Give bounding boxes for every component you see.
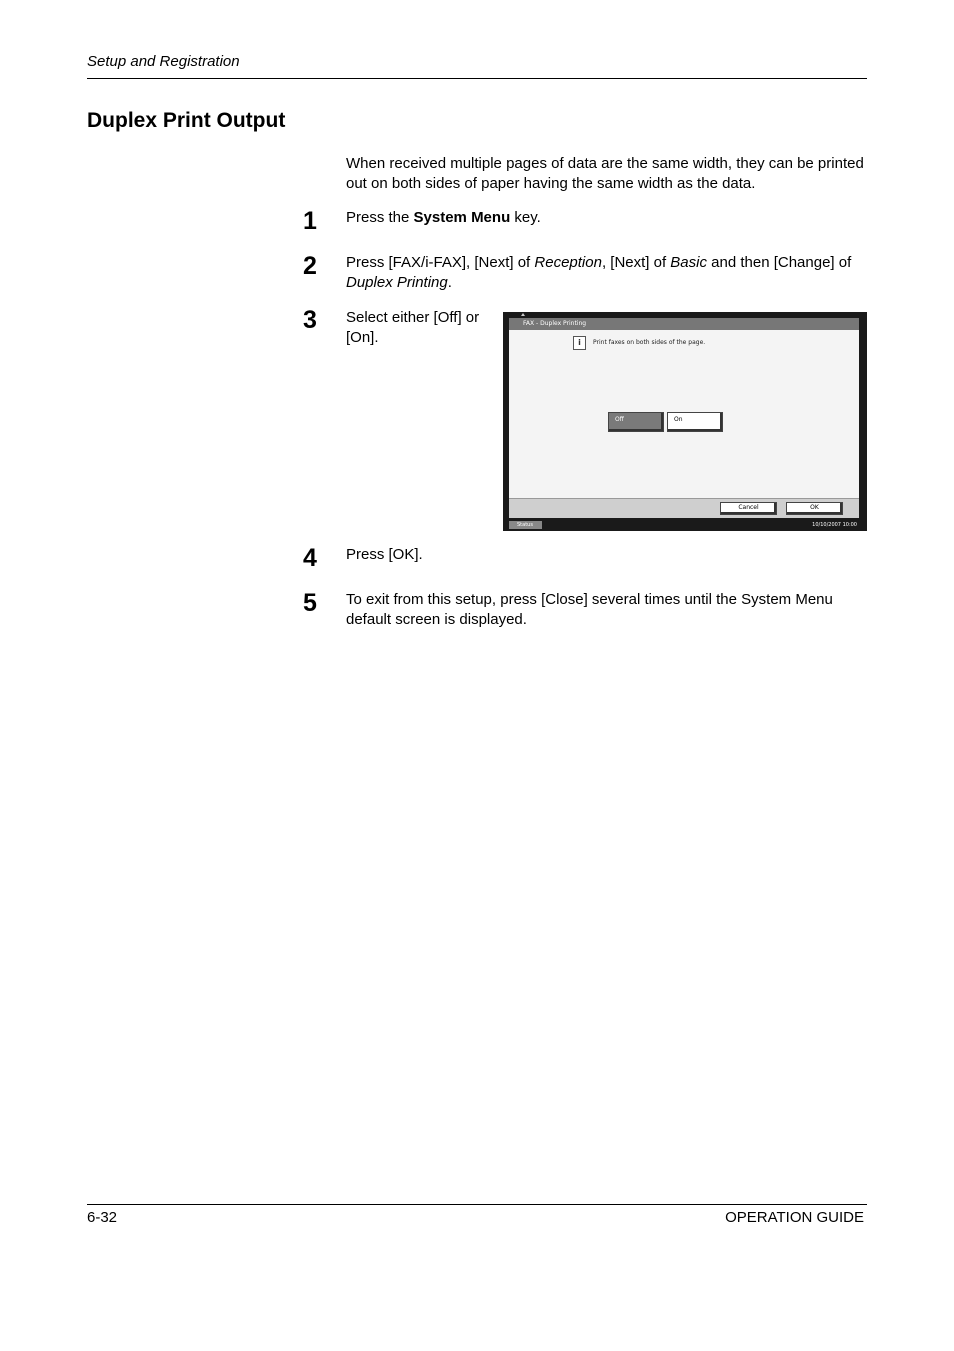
- step-text-4: Press [OK].: [346, 546, 423, 563]
- screen-body: [509, 330, 859, 498]
- guide-name: OPERATION GUIDE: [725, 1209, 864, 1226]
- screen-title: FAX - Duplex Printing: [509, 318, 859, 330]
- device-screen: [503, 312, 867, 531]
- tab-marker: [521, 313, 525, 316]
- step-number-4: 4: [303, 544, 317, 572]
- cancel-button[interactable]: Cancel: [720, 502, 777, 515]
- step-text-2: [346, 253, 866, 293]
- step1-post: key.: [510, 209, 541, 226]
- running-header: Setup and Registration: [87, 53, 240, 70]
- system-menu-key: System Menu: [413, 209, 511, 226]
- footer-divider: [87, 1204, 867, 1205]
- header-divider: [87, 78, 867, 79]
- step2-basic: Basic: [670, 254, 707, 271]
- step-number-2: 2: [303, 252, 317, 280]
- step2-reception: Reception: [534, 254, 602, 271]
- status-bar: [509, 521, 859, 529]
- step-number-5: 5: [303, 589, 317, 617]
- step2-duplex-printing: Duplex Printing: [346, 274, 448, 291]
- step1-pre: Press the: [346, 209, 414, 226]
- off-button[interactable]: Off: [608, 412, 664, 432]
- step2-p1: Press [FAX/i-FAX], [Next] of: [346, 254, 535, 271]
- step-text-3: Select either [Off] or [On].: [346, 309, 480, 346]
- step2-p3: and then [Change] of: [706, 254, 852, 271]
- ok-button[interactable]: OK: [786, 502, 843, 515]
- intro-paragraph: When received multiple pages of data are the same width, they can be printed out on both sides of paper having the same width as the data.: [346, 155, 864, 192]
- step-text-1: [346, 208, 541, 228]
- step-number-3: 3: [303, 306, 317, 334]
- status-button[interactable]: Status: [509, 521, 542, 529]
- step2-p2: , [Next] of: [601, 254, 671, 271]
- step-text-5: To exit from this setup, press [Close] several times until the System Menu default screen is displayed.: [346, 591, 833, 628]
- info-icon: i: [573, 336, 586, 350]
- section-title: Duplex Print Output: [87, 109, 286, 132]
- step2-p4: .: [447, 274, 452, 291]
- status-datetime: 10/10/2007 10:00: [812, 522, 857, 528]
- page-number: 6-32: [87, 1209, 118, 1226]
- screen-message: Print faxes on both sides of the page.: [593, 339, 706, 346]
- step-number-1: 1: [303, 207, 317, 235]
- screen-footer: [509, 498, 859, 518]
- on-button[interactable]: On: [667, 412, 723, 432]
